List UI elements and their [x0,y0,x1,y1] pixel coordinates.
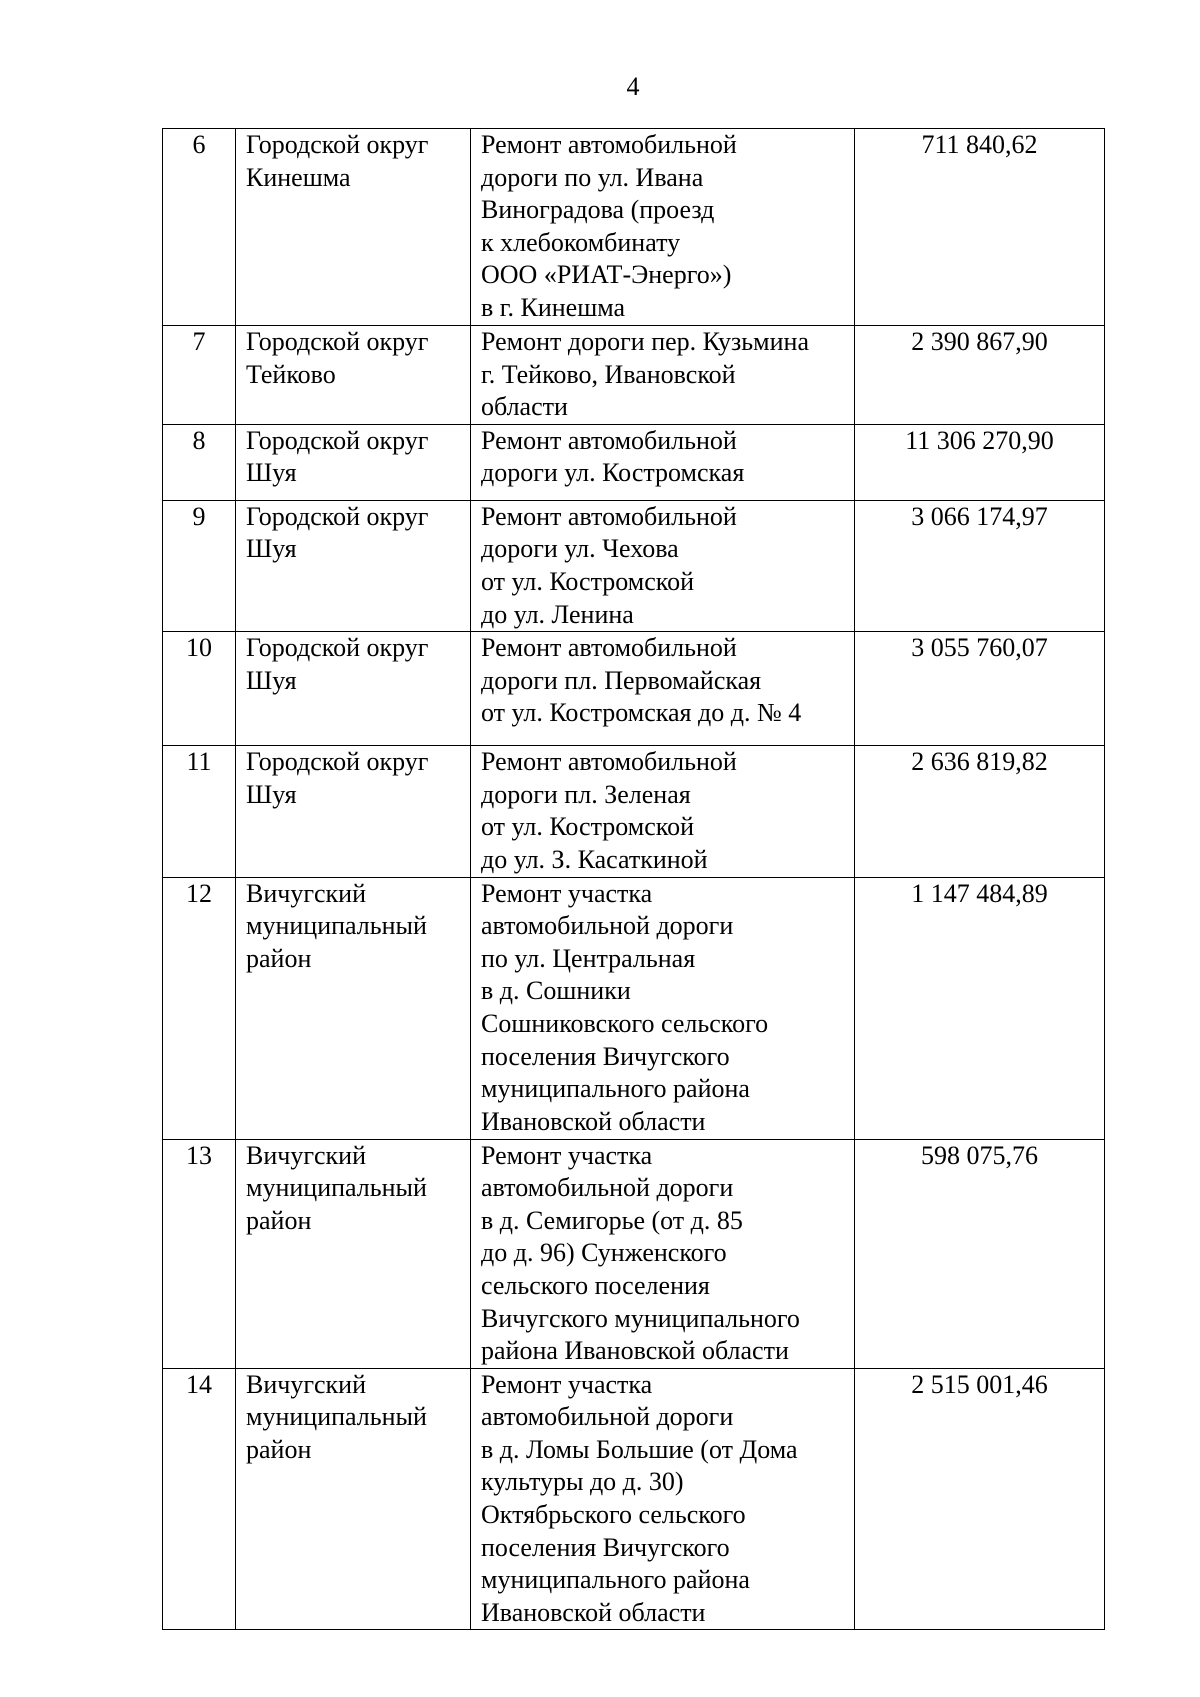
municipality-cell: Вичугский муниципальный район [236,877,471,1139]
row-number: 13 [163,1139,236,1368]
municipality-cell: Вичугский муниципальный район [236,1368,471,1630]
description-cell: Ремонт участка автомобильной дороги в д. Ломы Большие (от Дома культуры до д. 30) Октябрьского сельского поселения Вичугского муниципального района Ивановской области [471,1368,855,1630]
municipality-cell: Городской округ Шуя [236,424,471,500]
table-row [163,500,1105,631]
description-cell: Ремонт автомобильной дороги пл. Зеленая от ул. Костромской до ул. З. Касаткиной [471,746,855,877]
municipality-cell: Городской округ Кинешма [236,129,471,326]
amount-cell: 2 636 819,82 [855,746,1105,877]
amount-cell: 1 147 484,89 [855,877,1105,1139]
amount-cell: 11 306 270,90 [855,424,1105,500]
objects-table [162,128,1105,1630]
row-number: 12 [163,877,236,1139]
municipality-cell: Городской округ Тейково [236,326,471,425]
row-number: 7 [163,326,236,425]
municipality-cell: Вичугский муниципальный район [236,1139,471,1368]
table-row [163,326,1105,425]
amount-cell: 711 840,62 [855,129,1105,326]
table-row [163,1368,1105,1630]
table-row [163,746,1105,877]
description-cell: Ремонт дороги пер. Кузьмина г. Тейково, Ивановской области [471,326,855,425]
table-row [163,1139,1105,1368]
amount-cell: 598 075,76 [855,1139,1105,1368]
description-cell: Ремонт автомобильной дороги пл. Первомайская от ул. Костромская до д. № 4 [471,632,855,746]
amount-cell: 2 390 867,90 [855,326,1105,425]
row-number: 10 [163,632,236,746]
row-number: 6 [163,129,236,326]
amount-cell: 3 055 760,07 [855,632,1105,746]
table-row [163,129,1105,326]
municipality-cell: Городской округ Шуя [236,746,471,877]
amount-cell: 3 066 174,97 [855,500,1105,631]
description-cell: Ремонт автомобильной дороги по ул. Ивана Виноградова (проезд к хлебокомбинату ООО «РИАТ-Энерго») в г. Кинешма [471,129,855,326]
description-cell: Ремонт участка автомобильной дороги в д. Семигорье (от д. 85 до д. 96) Сунженского сельского поселения Вичугского муниципального района Ивановской области [471,1139,855,1368]
table-row [163,877,1105,1139]
row-number: 9 [163,500,236,631]
table-row [163,632,1105,746]
row-number: 11 [163,746,236,877]
amount-cell: 2 515 001,46 [855,1368,1105,1630]
description-cell: Ремонт автомобильной дороги ул. Чехова от ул. Костромской до ул. Ленина [471,500,855,631]
description-cell: Ремонт участка автомобильной дороги по ул. Центральная в д. Сошники Сошниковского сельского поселения Вичугского муниципального района Ивановской области [471,877,855,1139]
description-cell: Ремонт автомобильной дороги ул. Костромская [471,424,855,500]
municipality-cell: Городской округ Шуя [236,632,471,746]
page-number: 4 [626,72,640,101]
row-number: 8 [163,424,236,500]
municipality-cell: Городской округ Шуя [236,500,471,631]
table-row [163,424,1105,500]
row-number: 14 [163,1368,236,1630]
